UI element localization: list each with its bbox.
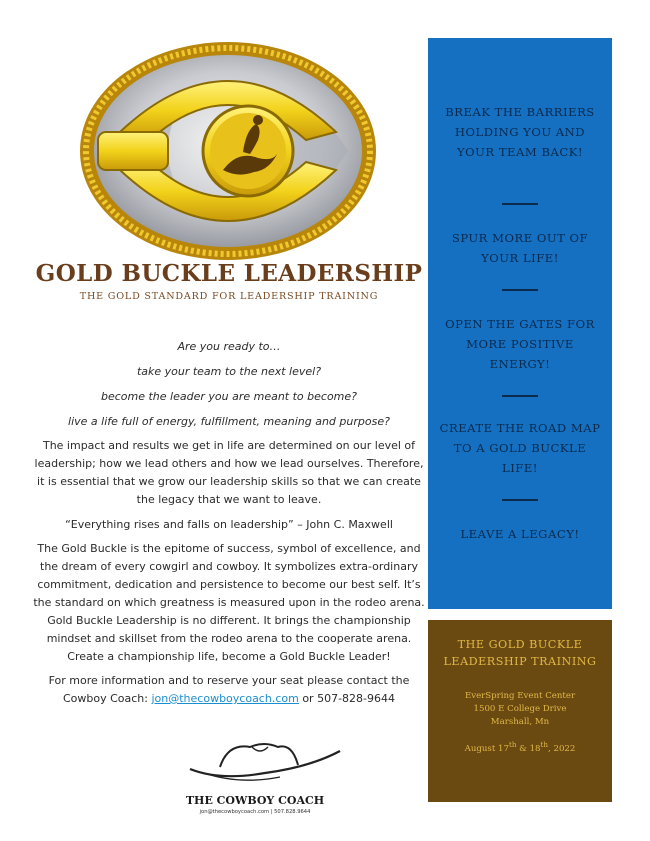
flyer-left-column bbox=[30, 0, 428, 841]
benefit-item: CREATE THE ROAD MAP TO A GOLD BUCKLE LIFE! bbox=[439, 421, 601, 475]
intro-question: live a life full of energy, fulfillment, meaning and purpose? bbox=[68, 415, 390, 428]
intro-question: take your team to the next level? bbox=[136, 365, 322, 378]
flyer-body bbox=[30, 337, 428, 714]
contact-paragraph bbox=[30, 672, 428, 708]
event-date: August 17th & 18th, 2022 bbox=[464, 740, 576, 754]
divider bbox=[502, 395, 538, 397]
benefit-item: BREAK THE BARRIERS HOLDING YOU AND YOUR TEAM BACK! bbox=[445, 105, 595, 159]
gold-buckle-icon bbox=[78, 40, 378, 262]
logo-subtitle: THE GOLD STANDARD FOR LEADERSHIP TRAINING bbox=[79, 291, 379, 302]
event-address: 1500 E College Drive bbox=[473, 704, 567, 714]
divider bbox=[502, 499, 538, 501]
event-venue: EverSpring Event Center bbox=[464, 691, 576, 701]
benefit-item: OPEN THE GATES FOR MORE POSITIVE ENERGY! bbox=[445, 317, 595, 371]
cowboy-coach-name: THE COWBOY COACH bbox=[185, 794, 325, 807]
logo-title: GOLD BUCKLE LEADERSHIP bbox=[35, 260, 423, 287]
gold-buckle-paragraph: The Gold Buckle is the epitome of success, symbol of excellence, and the dream of every cowgirl and cowboy. It symbolizes extra-ordinary commitment, dedication and persistence to become our best self. It’s the standard on which greatness is measured upon in the rodeo arena. Gold Buckle Leadership is no different. It brings the championship mindset and skillset from the rodeo arena to the cooperate arena. Create a championship life, become a Gold Buckle Leader! bbox=[33, 542, 425, 663]
event-location bbox=[434, 690, 606, 729]
event-city: Marshall, Mn bbox=[490, 717, 550, 727]
cowboy-hat-icon bbox=[180, 733, 350, 788]
contact-phone: or 507-828-9644 bbox=[298, 692, 395, 705]
divider bbox=[502, 289, 538, 291]
cowboy-coach-contact: jon@thecowboycoach.com | 507.828.9644 bbox=[199, 809, 311, 815]
benefit-item: LEAVE A LEGACY! bbox=[460, 527, 580, 541]
benefit-item: SPUR MORE OUT OF YOUR LIFE! bbox=[451, 231, 589, 265]
contact-prefix: Cowboy Coach: bbox=[62, 692, 152, 705]
contact-line-1: For more information and to reserve your seat please contact the bbox=[48, 674, 410, 687]
event-panel bbox=[428, 620, 612, 802]
event-title: THE GOLD BUCKLE LEADERSHIP TRAINING bbox=[443, 638, 597, 668]
maxwell-quote: “Everything rises and falls on leadership” – John C. Maxwell bbox=[65, 518, 393, 531]
intro-question: become the leader you are meant to become? bbox=[100, 390, 358, 403]
benefits-panel bbox=[428, 38, 612, 609]
divider bbox=[502, 203, 538, 205]
intro-question: Are you ready to… bbox=[177, 340, 281, 353]
leadership-paragraph: The impact and results we get in life are determined on our level of leadership; how we lead others and how we lead ourselves. Therefore, it is essential that we grow our leadership skills so that we can create the legacy that we want to leave. bbox=[34, 439, 424, 506]
email-link[interactable]: jon@thecowboycoach.com bbox=[151, 692, 299, 705]
